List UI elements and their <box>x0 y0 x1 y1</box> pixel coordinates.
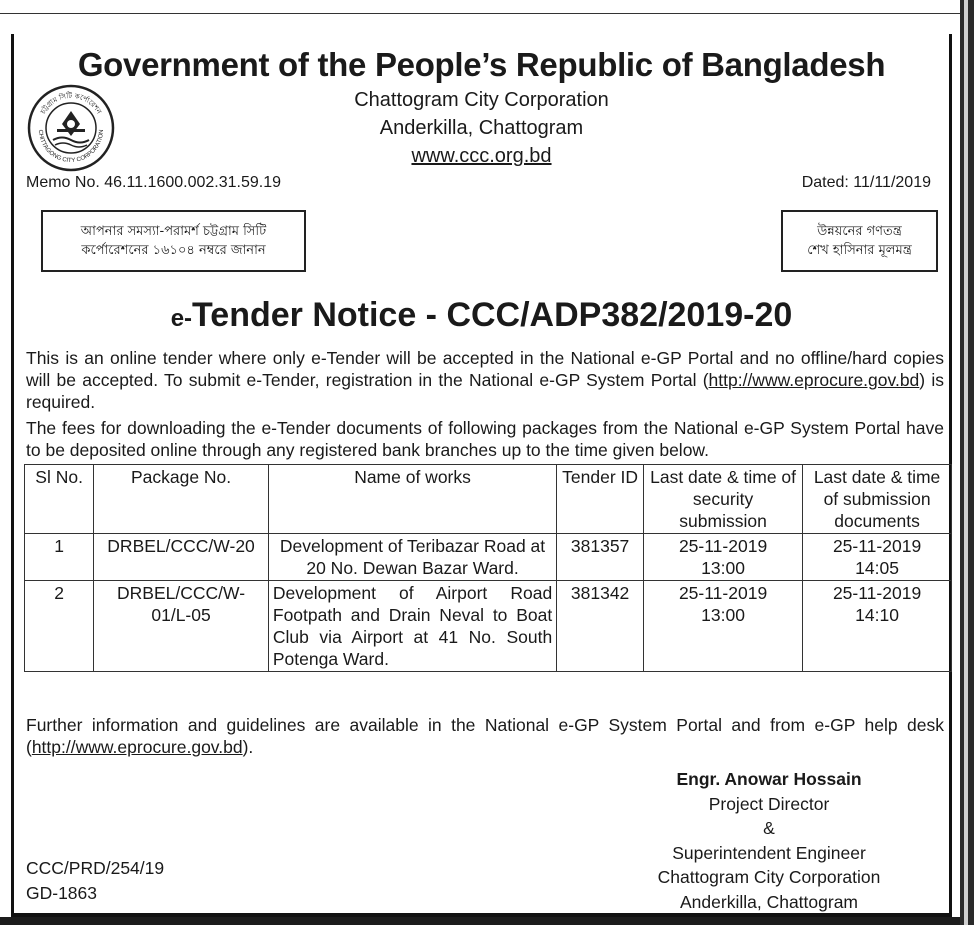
further-info-text-end: ). <box>242 737 254 757</box>
reference-numbers <box>26 856 164 906</box>
row-package-no: DRBEL/CCC/W-20 <box>94 534 269 581</box>
seal-top-text: চট্টগ্রাম সিটি কর্পোরেশন <box>39 91 103 116</box>
reference-gd: GD-1863 <box>26 883 98 903</box>
row-name-of-works: Development of Airport Road Footpath and Drain Neval to Boat Club via Airport at 41 No. South Potenga Ward. <box>268 581 556 672</box>
memo-date: Dated: 11/11/2019 <box>801 174 931 191</box>
header-sl-no: Sl No. <box>25 465 94 534</box>
row-package-no: DRBEL/CCC/W-01/L-05 <box>94 581 269 672</box>
organization-address: Anderkilla, Chattogram <box>379 117 584 139</box>
row-name-of-works: Development of Teribazar Road at 20 No. Dewan Bazar Ward. <box>268 534 556 581</box>
packages-table <box>24 464 952 672</box>
tender-title-prefix: e- <box>170 305 193 332</box>
row-security-deadline <box>644 581 803 672</box>
tender-notice <box>11 34 952 917</box>
organization-website[interactable]: www.ccc.org.bd <box>411 145 552 167</box>
hotline-slogan-line1: আপনার সমস্যা-পরামর্শ চট্টগ্রাম সিটি <box>80 224 267 239</box>
development-slogan-line1: উন্নয়নের গণতন্ত্র <box>817 224 902 239</box>
row-sl-no: 1 <box>25 534 94 581</box>
header-security-submission: Last date & time of security submission <box>644 465 803 534</box>
security-date: 25-11-2019 <box>678 536 768 556</box>
submission-date: 25-11-2019 <box>832 583 922 603</box>
further-info-text: Further information and guidelines are available in the National e-GP System Portal and from e-GP help desk ( <box>26 715 944 757</box>
signatory-organization: Chattogram City Corporation <box>657 867 881 887</box>
tender-title-text: Tender Notice - CCC/ADP382/2019-20 <box>192 296 793 334</box>
row-submission-deadline <box>803 581 952 672</box>
further-info-paragraph <box>26 714 944 758</box>
row-tender-id: 381357 <box>557 534 644 581</box>
submission-date: 25-11-2019 <box>832 536 922 556</box>
seal-bottom-text: CHITTAGONG CITY CORPORATION <box>36 129 106 165</box>
intro-text-end: ) is required. <box>26 370 944 412</box>
organization-name: Chattogram City Corporation <box>354 89 609 111</box>
eprocure-helpdesk-link[interactable]: http://www.eprocure.gov.bd <box>31 737 243 757</box>
row-sl-no: 2 <box>25 581 94 672</box>
submission-time: 14:05 <box>855 558 899 578</box>
table-header-row <box>25 465 952 534</box>
scan-right-edge <box>960 0 974 925</box>
intro-text: This is an online tender where only e-Tender will be accepted in the National e-GP Portal and no offline/hard copies will be accepted. To submit e-Tender, registration in the National e-GP System Portal ( <box>26 348 944 390</box>
page-top-edge <box>0 0 974 14</box>
memo-number: Memo No. 46.11.1600.002.31.59.19 <box>26 174 281 191</box>
row-security-deadline <box>644 534 803 581</box>
intro-paragraph <box>26 347 944 413</box>
security-time: 13:00 <box>701 558 745 578</box>
header-tender-id: Tender ID <box>557 465 644 534</box>
development-slogan-line2: শেখ হাসিনার মূলমন্ত্র <box>807 243 912 258</box>
table-row <box>25 581 952 672</box>
tender-title <box>14 296 949 335</box>
signatory-address: Anderkilla, Chattogram <box>680 891 858 912</box>
hotline-slogan-line2: কর্পোরেশনের ১৬১০৪ নম্বরে জানান <box>81 243 266 258</box>
security-time: 13:00 <box>701 605 745 625</box>
government-title: Government of the People’s Republic of Bangladesh <box>77 46 886 83</box>
eprocure-link[interactable]: http://www.eprocure.gov.bd <box>708 370 920 390</box>
submission-time: 14:10 <box>855 605 899 625</box>
row-submission-deadline <box>803 534 952 581</box>
signatory-title-1: Project Director <box>708 793 830 814</box>
header-document-submission: Last date & time of submission documents <box>803 465 952 534</box>
signature-block <box>644 767 894 914</box>
page-bottom-edge <box>0 917 960 925</box>
hotline-slogan-box <box>41 210 306 272</box>
row-tender-id: 381342 <box>557 581 644 672</box>
signatory-title-2: Superintendent Engineer <box>672 842 866 863</box>
development-slogan-box <box>781 210 938 272</box>
fees-paragraph: The fees for downloading the e-Tender documents of following packages from the National e-GP System Portal have to be deposited online through any registered bank branches up to the time given below. <box>26 418 944 460</box>
reference-prd: CCC/PRD/254/19 <box>26 858 165 878</box>
table-row <box>25 534 952 581</box>
header-package-no: Package No. <box>94 465 269 534</box>
signatory-ampersand: & <box>763 818 775 838</box>
security-date: 25-11-2019 <box>678 583 768 603</box>
signatory-name: Engr. Anowar Hossain <box>676 769 862 789</box>
header-name-of-works: Name of works <box>268 465 556 534</box>
